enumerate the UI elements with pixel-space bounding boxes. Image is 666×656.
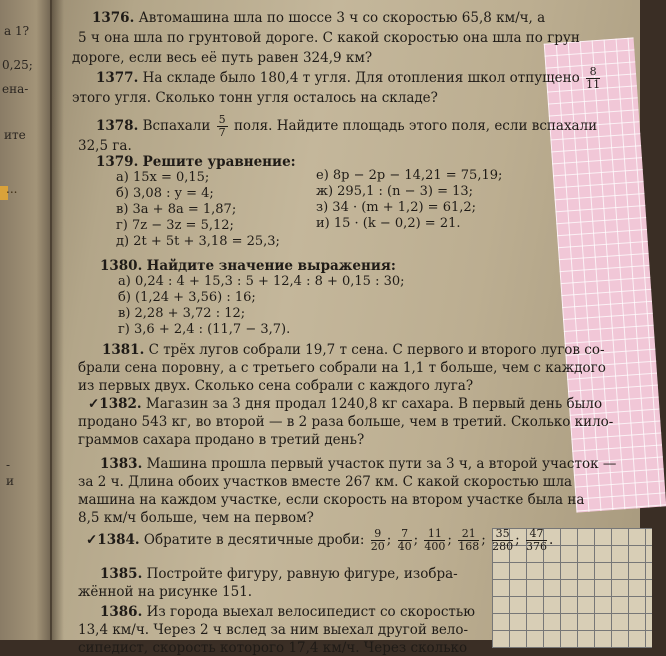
book-spine-shadow — [50, 0, 64, 640]
fraction: $\frac{7}{40}$ — [397, 527, 412, 553]
equation-item: г) 7z − 3z = 5,12; — [116, 218, 234, 233]
problem-1376-line3: дороге, если весь её путь равен 324,9 км? — [72, 50, 373, 66]
margin-fragment: - — [6, 458, 11, 472]
margin-fragment: ите — [4, 128, 26, 142]
margin-fragment: а 1? — [4, 24, 30, 38]
problem-1386-line2: 13,4 км/ч. Через 2 ч вслед за ним выехал другой вело- — [78, 622, 469, 638]
expression-item: а) 0,24 : 4 + 15,3 : 5 + 12,4 : 8 + 0,15 : 30; — [118, 274, 405, 289]
equation-item: е) 8p − 2p − 14,21 = 75,19; — [316, 168, 503, 183]
problem-1377-line2: этого угля. Сколько тонн угля осталось на складе? — [72, 90, 438, 106]
expression-item: г) 3,6 + 2,4 : (11,7 − 3,7). — [118, 322, 291, 337]
problem-1377-line1: 1377. На складе было 180,4 т угля. Для отопления школ отпущено $\frac{8}{11}$ — [96, 65, 601, 91]
equation-item: в) 3a + 8a = 1,87; — [116, 202, 237, 217]
margin-fragment: 0,25; — [2, 58, 33, 72]
problem-1382-line1: ✓1382. Магазин за 3 дня продал 1240,8 кг сахара. В первый день было — [88, 396, 603, 412]
problem-1385-line2: жённой на рисунке 151. — [78, 584, 253, 600]
problem-1383-line2: за 2 ч. Длина обоих участков вместе 267 км. С какой скоростью шла — [78, 474, 573, 490]
equation-item: а) 15x = 0,15; — [116, 170, 210, 185]
problem-1381-line1: 1381. С трёх лугов собрали 19,7 т сена. С первого и второго лугов со- — [102, 342, 605, 358]
problem-1381-line3: из первых двух. Сколько сена собрали с каждого луга? — [78, 378, 474, 394]
problem-1386-line3: сипедист, скорость которого 17,4 км/ч. Через сколько — [78, 640, 468, 656]
left-page-edge — [0, 0, 52, 640]
margin-fragment: и — [6, 474, 14, 488]
fraction: $\frac{9}{20}$ — [370, 527, 385, 553]
problem-1383-line4: 8,5 км/ч больше, чем на первом? — [78, 510, 314, 526]
problem-1383-line3: машина на каждом участке, если скорость на втором участке была на — [78, 492, 585, 508]
fraction: $\frac{11}{400}$ — [424, 527, 446, 553]
problem-1378-line2: 32,5 га. — [78, 138, 132, 154]
margin-fragment: ена- — [2, 82, 29, 96]
fraction: $\frac{8}{11}$ — [586, 65, 601, 91]
equation-item: б) 3,08 : y = 4; — [116, 186, 214, 201]
problem-1386-line1: 1386. Из города выехал велосипедист со скоростью — [100, 604, 475, 620]
problem-1376-line2: 5 ч она шла по грунтовой дороге. С какой скоростью она шла по грун — [78, 30, 580, 46]
problem-1384: ✓1384. Обратите в десятичные дроби: $\frac{9}{20}$ ; $\frac{7}{40}$ ; $\frac{11}{400}$ ; $\frac{21}{168}$ ; $\frac{35}{280}$ ; $\frac{47}{376}$ . — [86, 527, 554, 553]
fraction: $\frac{5}{7}$ — [218, 113, 226, 139]
problem-1380-title: 1380. Найдите значение выражения: — [100, 258, 396, 274]
equation-item: з) 34 · (m + 1,2) = 61,2; — [316, 200, 477, 215]
equation-item: д) 2t + 5t + 3,18 = 25,3; — [116, 234, 280, 249]
problem-number: 1376. — [92, 10, 135, 26]
expression-item: б) (1,24 + 3,56) : 16; — [118, 290, 256, 305]
problem-1382-line2: продано 543 кг, во второй — в 2 раза больше, чем в третий. Сколько кило- — [78, 414, 614, 430]
fraction: $\frac{21}{168}$ — [458, 527, 480, 553]
problem-1382-line3: граммов сахара продано в третий день? — [78, 432, 365, 448]
problem-1383-line1: 1383. Машина прошла первый участок пути за 3 ч, а второй участок — — [100, 456, 617, 472]
problem-1379-title: 1379. Решите уравнение: — [96, 154, 296, 170]
problem-1376-line1: 1376. Автомашина шла по шоссе 3 ч со скоростью 65,8 км/ч, а — [92, 10, 546, 26]
fraction: $\frac{35}{280}$ — [492, 527, 514, 553]
problem-1385-line1: 1385. Постройте фигуру, равную фигуре, изобра- — [100, 566, 458, 582]
margin-fragment: ... — [6, 182, 18, 196]
equation-item: ж) 295,1 : (n − 3) = 13; — [316, 184, 474, 199]
expression-item: в) 2,28 + 3,72 : 12; — [118, 306, 246, 321]
pink-grid-paper — [544, 37, 666, 512]
equation-item: и) 15 · (k − 0,2) = 21. — [316, 216, 461, 231]
problem-1378-line1: 1378. Вспахали $\frac{5}{7}$ поля. Найдите площадь этого поля, если вспахали — [96, 113, 598, 139]
fraction: $\frac{47}{376}$ — [525, 527, 547, 553]
problem-1381-line2: брали сена поровну, а с третьего собрали на 1,1 т больше, чем с каждого — [78, 360, 606, 376]
